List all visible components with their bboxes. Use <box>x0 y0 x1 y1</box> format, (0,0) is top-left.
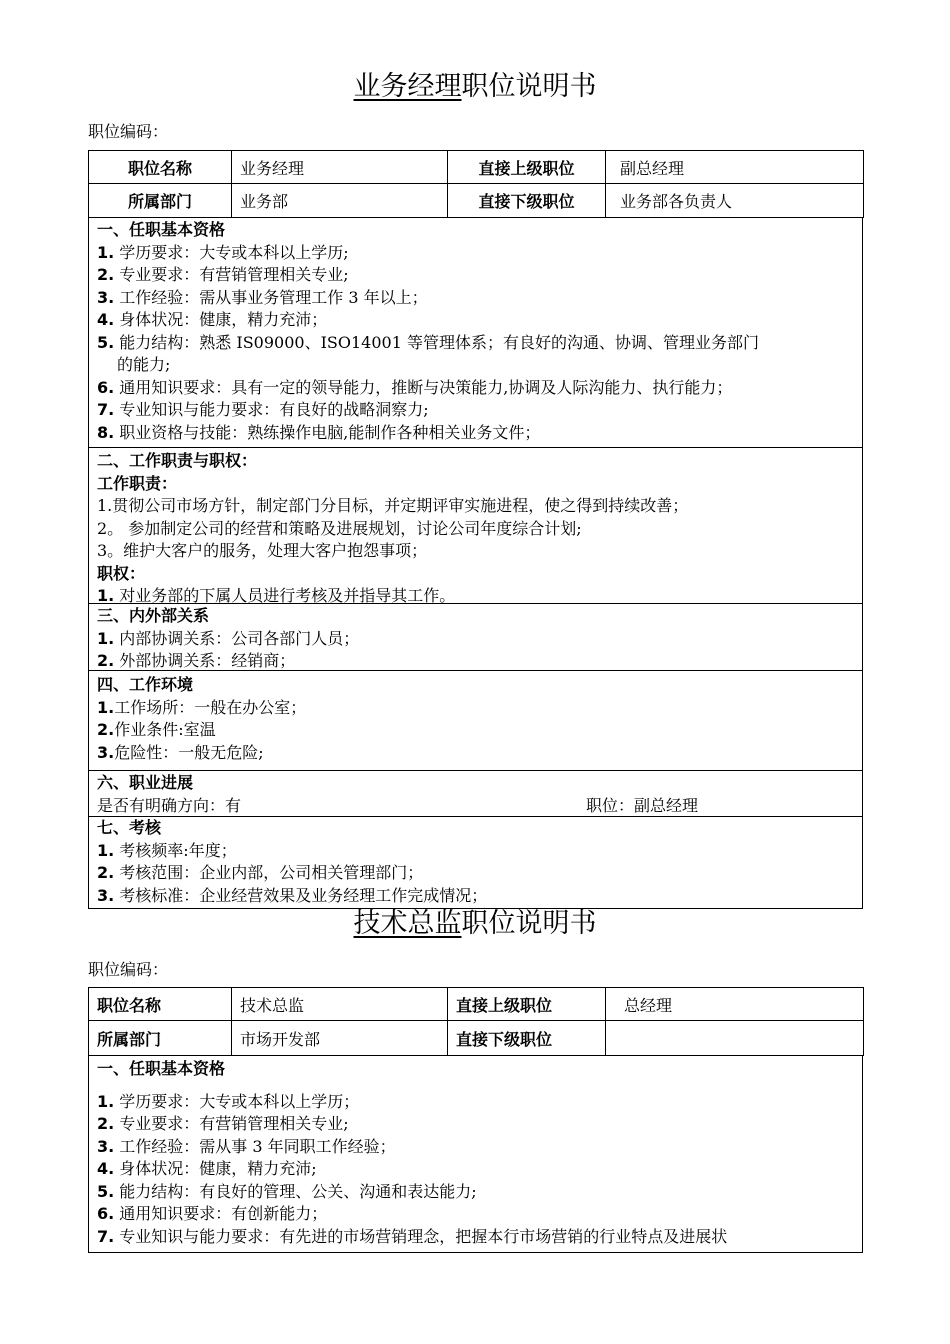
list-item: 5. 能力结构：有良好的管理、公关、沟通和表达能力; <box>97 1181 477 1201</box>
doc2-sections <box>88 1055 863 1253</box>
doc1-title-position: 业务经理 <box>353 71 462 102</box>
doc1-label-position-name: 职位名称 <box>89 151 232 184</box>
list-item: 6. 通用知识要求：具有一定的领导能力，推断与决策能力,协调及人际沟能力、执行能力； <box>97 377 733 397</box>
doc1-s4-heading: 四、工作环境 <box>97 675 194 694</box>
doc1-section-duties <box>89 448 862 604</box>
doc1-career-direction: 是否有明确方向：有 <box>97 795 242 815</box>
doc1-label-department: 所属部门 <box>89 184 232 218</box>
doc2-title-position: 技术总监 <box>353 908 462 939</box>
list-item: 1.贯彻公司市场方针，制定部门分目标，并定期评审实施进程，使之得到持续改善； <box>97 496 689 515</box>
list-item: 2. 专业要求：有营销管理相关专业; <box>97 1114 349 1133</box>
doc1-s2-heading: 二、工作职责与职权： <box>97 451 258 470</box>
doc2-value-position-name: 技术总监 <box>232 988 448 1021</box>
list-item: 2. 专业要求：有营销管理相关专业; <box>97 265 349 284</box>
doc1-career-position: 职位：副总经理 <box>586 795 699 815</box>
doc1-section-environment <box>89 671 862 771</box>
doc2-section-qualifications <box>89 1055 862 1253</box>
doc2-label-department: 所属部门 <box>89 1021 232 1056</box>
list-item: 2. 外部协调关系：经销商； <box>97 651 296 670</box>
list-item: 7. 专业知识与能力要求：有良好的战略洞察力; <box>97 400 429 419</box>
doc1-label-subordinate: 直接下级职位 <box>448 184 606 218</box>
list-item: 7. 专业知识与能力要求：有先进的市场营销理念，把握本行市场营销的行业特点及进展状 <box>97 1226 728 1246</box>
doc1-s2-authority-label: 职权： <box>97 563 146 583</box>
doc2-label-position-name: 职位名称 <box>89 988 232 1021</box>
doc1-value-department: 业务部 <box>232 184 448 218</box>
doc1-position-code-label: 职位编码： <box>88 122 169 141</box>
doc1-section-career <box>89 771 862 817</box>
doc1-s1-heading: 一、任职基本资格 <box>97 220 226 239</box>
doc2-title <box>0 907 950 941</box>
list-item: 1. 对业务部的下属人员进行考核及并指导其工作。 <box>97 586 456 605</box>
list-item: 5. 能力结构：熟悉 IS09000、ISO14001 等管理体系；有良好的沟通、协调、管理业务部门 <box>97 332 759 352</box>
doc2-value-subordinate <box>606 1021 864 1056</box>
list-item: 3. 考核标准：企业经营效果及业务经理工作完成情况； <box>97 885 488 905</box>
doc1-info-table <box>88 150 864 218</box>
doc2-position-code-label: 职位编码： <box>88 960 169 979</box>
doc2-value-superior: 总经理 <box>606 988 864 1021</box>
doc2-label-subordinate: 直接下级职位 <box>448 1021 606 1056</box>
doc1-sections <box>88 217 863 909</box>
list-item: 1. 学历要求：大专或本科以上学历; <box>97 242 349 262</box>
doc1-value-position-name: 业务经理 <box>232 151 448 184</box>
list-item: 4. 身体状况：健康，精力充沛; <box>97 1159 317 1178</box>
doc2-title-suffix: 职位说明书 <box>461 908 597 939</box>
doc1-label-superior: 直接上级职位 <box>448 151 606 184</box>
doc2-s1-heading: 一、任职基本资格 <box>97 1059 226 1078</box>
doc1-s6-heading: 六、职业进展 <box>97 773 194 792</box>
list-item: 1. 学历要求：大专或本科以上学历； <box>97 1091 360 1111</box>
list-item: 4. 身体状况：健康，精力充沛； <box>97 310 328 329</box>
doc1-s3-heading: 三、内外部关系 <box>97 606 210 625</box>
doc1-section-assessment <box>89 817 862 908</box>
doc1-value-subordinate: 业务部各负责人 <box>606 184 864 218</box>
doc2-info-table <box>88 987 864 1056</box>
list-item: 1.工作场所：一般在办公室； <box>97 697 307 717</box>
doc1-s2-duties-label: 工作职责： <box>97 473 178 493</box>
doc1-section-relations <box>89 604 862 671</box>
list-item: 1. 考核频率:年度； <box>97 840 237 860</box>
list-item-continuation: 的能力; <box>117 355 171 374</box>
list-item: 3. 工作经验：需从事 3 年同职工作经验； <box>97 1136 396 1156</box>
doc1-title <box>0 70 950 104</box>
list-item: 6. 通用知识要求：有创新能力； <box>97 1204 328 1223</box>
list-item: 1. 内部协调关系：公司各部门人员； <box>97 628 360 648</box>
doc2-value-department: 市场开发部 <box>232 1021 448 1056</box>
list-item: 2. 考核范围：企业内部，公司相关管理部门； <box>97 863 424 882</box>
list-item: 3.危险性：一般无危险; <box>97 742 264 762</box>
doc1-title-suffix: 职位说明书 <box>461 71 597 102</box>
doc1-section-qualifications <box>89 217 862 448</box>
list-item: 3。维护大客户的服务，处理大客户抱怨事项； <box>97 541 428 560</box>
list-item: 2.作业条件:室温 <box>97 720 216 739</box>
list-item: 3. 工作经验：需从事业务管理工作 3 年以上； <box>97 287 428 307</box>
list-item: 2。 参加制定公司的经营和策略及进展规划，讨论公司年度综合计划; <box>97 518 582 538</box>
doc2-label-superior: 直接上级职位 <box>448 988 606 1021</box>
doc1-value-superior: 副总经理 <box>606 151 864 184</box>
list-item: 8. 职业资格与技能：熟练操作电脑,能制作各种相关业务文件； <box>97 422 541 442</box>
doc1-s7-heading: 七、考核 <box>97 818 162 837</box>
